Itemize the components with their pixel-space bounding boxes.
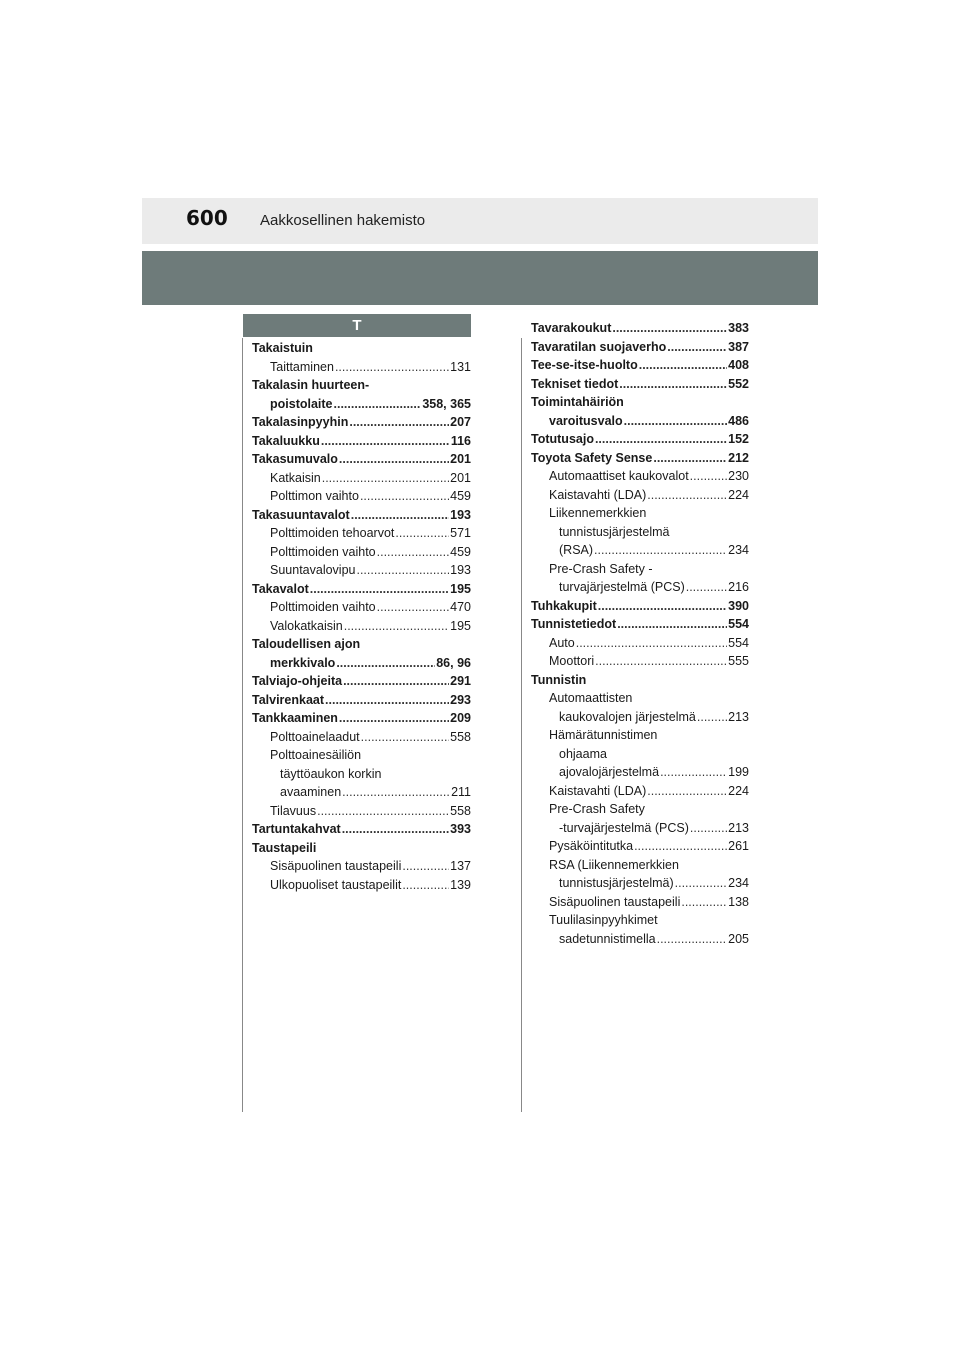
page-reference: 224 xyxy=(728,487,749,502)
index-term: Takaluukku xyxy=(252,433,320,448)
index-term: Ulkopuoliset taustapeilit xyxy=(270,877,402,892)
index-term: Pysäköintitutka xyxy=(549,839,634,853)
index-entry xyxy=(252,709,471,728)
index-entry: Pre-Crash Safety xyxy=(549,802,645,816)
dot-leader xyxy=(339,709,449,728)
dot-leader xyxy=(612,319,727,338)
dot-leader xyxy=(624,412,728,431)
index-term: Sisäpuolinen taustapeili xyxy=(549,894,681,909)
left-column-divider xyxy=(242,338,243,1112)
index-entry xyxy=(252,524,471,543)
page-reference: 234 xyxy=(728,543,749,557)
page-reference: 293 xyxy=(450,692,471,707)
page-reference: 558 xyxy=(450,729,471,744)
dot-leader xyxy=(360,487,449,506)
dot-leader xyxy=(344,617,449,636)
dot-leader xyxy=(322,469,449,488)
dot-leader xyxy=(598,597,727,616)
dot-leader xyxy=(342,783,450,802)
page-reference: 207 xyxy=(450,415,471,429)
index-entry xyxy=(252,820,471,839)
index-entry xyxy=(531,449,749,468)
dot-leader xyxy=(334,395,422,414)
dot-leader xyxy=(690,467,727,486)
page-reference: 230 xyxy=(728,469,749,483)
index-entry: Tuulilasinpyyhkimet xyxy=(549,913,658,927)
index-term: tunnistusjärjestelmä) xyxy=(559,876,674,890)
dot-leader xyxy=(351,506,449,525)
index-entry xyxy=(531,837,749,856)
page-reference: 209 xyxy=(450,711,471,725)
page-reference: 554 xyxy=(728,635,749,650)
page-reference: 459 xyxy=(450,489,471,503)
index-entry xyxy=(252,691,471,710)
index-entry xyxy=(252,506,471,525)
index-term: Polttoainelaadut xyxy=(270,729,360,744)
index-term: varoitusvalo xyxy=(549,413,623,428)
index-entry: Taustapeili xyxy=(252,840,317,855)
index-entry xyxy=(531,615,749,634)
dot-leader xyxy=(686,578,727,597)
index-term: Polttimoiden vaihto xyxy=(270,544,376,559)
page-reference: 211 xyxy=(451,785,471,799)
dot-leader xyxy=(349,413,449,432)
index-term: Auto xyxy=(549,635,575,650)
page-reference: 201 xyxy=(450,470,471,485)
page-reference: 393 xyxy=(450,822,471,836)
index-term: Tee-se-itse-huolto xyxy=(531,358,638,372)
page-reference: 195 xyxy=(450,618,471,633)
page-reference: 195 xyxy=(450,581,471,596)
index-entry xyxy=(531,893,749,912)
index-entry: täyttöaukon korkin xyxy=(280,766,382,781)
page-reference: 224 xyxy=(728,783,749,798)
index-entry xyxy=(252,672,471,691)
dot-leader xyxy=(647,782,727,801)
index-entry xyxy=(531,430,749,449)
index-entry xyxy=(252,395,471,414)
dot-leader xyxy=(402,876,449,895)
page-reference: 213 xyxy=(728,820,749,835)
index-term: Kaistavahti (LDA) xyxy=(549,783,647,798)
index-term: (RSA) xyxy=(559,543,594,557)
page-reference: 193 xyxy=(450,507,471,522)
index-entry xyxy=(252,561,471,580)
index-term: Valokatkaisin xyxy=(270,618,343,633)
index-term: Takasuuntavalot xyxy=(252,507,350,522)
page-reference: 205 xyxy=(728,931,749,946)
index-term: Tankkaaminen xyxy=(252,711,338,725)
page-reference: 216 xyxy=(728,580,749,594)
page-reference: 138 xyxy=(728,894,749,909)
dot-leader xyxy=(619,375,727,394)
index-entry: ohjaama xyxy=(559,746,607,761)
index-entry xyxy=(252,654,471,673)
index-term: Kaistavahti (LDA) xyxy=(549,487,647,502)
index-term: Automaattiset kaukovalot xyxy=(549,469,689,483)
index-term: Talvirenkaat xyxy=(252,692,325,707)
page-number: 600 xyxy=(186,206,228,230)
index-entry xyxy=(252,783,471,802)
page-reference: 558 xyxy=(450,803,471,818)
dot-leader xyxy=(653,449,727,468)
index-entry xyxy=(531,634,749,653)
page-reference: 234 xyxy=(728,876,749,890)
index-term: Takavalot xyxy=(252,581,309,596)
index-entry xyxy=(252,802,471,821)
index-entry: Hämärätunnistimen xyxy=(549,728,658,742)
right-column-divider xyxy=(521,338,522,1112)
page-reference: 139 xyxy=(450,877,471,892)
index-entry xyxy=(252,432,471,451)
index-entry xyxy=(531,782,749,801)
index-term: avaaminen xyxy=(280,785,342,799)
index-term: kaukovalojen järjestelmä xyxy=(559,709,696,724)
index-entry xyxy=(252,876,471,895)
dot-leader xyxy=(325,691,449,710)
page-reference: 387 xyxy=(728,339,749,354)
index-entry xyxy=(252,598,471,617)
dot-leader xyxy=(395,524,449,543)
index-entry xyxy=(252,857,471,876)
dot-leader xyxy=(675,874,728,893)
index-entry: Tunnistin xyxy=(531,672,587,687)
dot-leader xyxy=(361,728,449,747)
page-reference: 137 xyxy=(450,859,471,873)
index-entry xyxy=(252,617,471,636)
index-term: Suuntavalovipu xyxy=(270,563,356,577)
index-entry xyxy=(531,375,749,394)
dot-leader xyxy=(321,432,450,451)
dot-leader xyxy=(690,819,727,838)
index-entry xyxy=(531,819,749,838)
index-column-right xyxy=(531,319,749,948)
index-term: Katkaisin xyxy=(270,470,321,485)
page-reference: 459 xyxy=(450,544,471,559)
section-band xyxy=(142,251,818,305)
index-entry xyxy=(531,597,749,616)
dot-leader xyxy=(377,598,450,617)
index-entry xyxy=(531,578,749,597)
index-term: Tilavuus xyxy=(270,803,317,818)
dot-leader xyxy=(356,561,449,580)
index-term: Tunnistetiedot xyxy=(531,617,617,631)
index-term: Sisäpuolinen taustapeili xyxy=(270,859,402,873)
index-term: Tekniset tiedot xyxy=(531,376,619,391)
dot-leader xyxy=(594,541,727,560)
page-reference: 193 xyxy=(450,563,471,577)
index-term: turvajärjestelmä (PCS) xyxy=(559,580,685,594)
dot-leader xyxy=(697,708,727,727)
header-title: Aakkosellinen hakemisto xyxy=(260,212,426,229)
page-reference: 358, 365 xyxy=(422,396,471,411)
index-term: Moottori xyxy=(549,654,595,668)
page-reference: 261 xyxy=(728,839,749,853)
index-term: ajovalojärjestelmä xyxy=(559,765,660,779)
index-term: Toyota Safety Sense xyxy=(531,450,653,465)
index-term: Tavarakoukut xyxy=(531,321,612,335)
index-entry xyxy=(531,467,749,486)
index-term: Tavaratilan suojaverho xyxy=(531,339,667,354)
index-term: -turvajärjestelmä (PCS) xyxy=(559,820,689,835)
page-reference: 291 xyxy=(450,674,471,688)
index-term: Polttimoiden tehoarvot xyxy=(270,526,395,540)
index-entry xyxy=(252,358,471,377)
index-entry xyxy=(531,652,749,671)
page-header xyxy=(142,198,818,244)
index-entry xyxy=(531,930,749,949)
index-entry: tunnistusjärjestelmä xyxy=(559,524,670,539)
section-letter-tab: T xyxy=(243,314,471,337)
page-reference: 554 xyxy=(728,617,749,631)
dot-leader xyxy=(342,820,449,839)
dot-leader xyxy=(595,430,727,449)
index-entry: Takalasin huurteen- xyxy=(252,378,370,392)
dot-leader xyxy=(317,802,449,821)
dot-leader xyxy=(402,857,449,876)
index-term: merkkivalo xyxy=(270,655,336,670)
index-term: Tartuntakahvat xyxy=(252,822,341,836)
page-reference: 408 xyxy=(728,358,749,372)
dot-leader xyxy=(657,930,728,949)
index-term: Tuhkakupit xyxy=(531,598,597,613)
index-entry xyxy=(531,319,749,338)
index-entry xyxy=(252,469,471,488)
dot-leader xyxy=(639,356,727,375)
dot-leader xyxy=(634,837,727,856)
page-reference: 152 xyxy=(728,432,749,446)
index-entry xyxy=(531,708,749,727)
index-term: Talviajo-ohjeita xyxy=(252,674,343,688)
index-term: poistolaite xyxy=(270,396,333,411)
index-term: Polttimon vaihto xyxy=(270,489,359,503)
index-term: sadetunnistimella xyxy=(559,931,656,946)
index-entry: Pre-Crash Safety - xyxy=(549,561,653,576)
index-term: Takalasinpyyhin xyxy=(252,415,349,429)
index-term: Takasumuvalo xyxy=(252,452,338,466)
index-term: Taittaminen xyxy=(270,359,334,374)
page-reference: 390 xyxy=(728,598,749,613)
page-reference: 86, 96 xyxy=(436,655,471,670)
page-reference: 555 xyxy=(728,654,749,668)
index-entry xyxy=(531,338,749,357)
page-reference: 470 xyxy=(450,600,471,614)
index-entry xyxy=(531,356,749,375)
page-reference: 131 xyxy=(450,359,471,374)
index-entry: Taloudellisen ajon xyxy=(252,637,361,651)
dot-leader xyxy=(336,654,435,673)
index-entry: Toimintahäiriön xyxy=(531,395,624,409)
index-entry: Automaattisten xyxy=(549,691,633,705)
dot-leader xyxy=(377,543,450,562)
dot-leader xyxy=(310,580,449,599)
dot-leader xyxy=(576,634,727,653)
page-reference: 199 xyxy=(728,765,749,779)
index-entry xyxy=(252,413,471,432)
page-reference: 383 xyxy=(728,321,749,335)
index-entry xyxy=(531,874,749,893)
page-reference: 571 xyxy=(450,526,471,540)
index-entry xyxy=(252,543,471,562)
index-entry: Takaistuin xyxy=(252,341,313,355)
page-reference: 212 xyxy=(728,450,749,465)
dot-leader xyxy=(343,672,449,691)
index-entry xyxy=(252,487,471,506)
index-term: Polttimoiden vaihto xyxy=(270,600,376,614)
index-entry xyxy=(252,450,471,469)
page-reference: 552 xyxy=(728,376,749,391)
index-entry xyxy=(252,580,471,599)
dot-leader xyxy=(595,652,727,671)
dot-leader xyxy=(667,338,727,357)
index-entry xyxy=(531,763,749,782)
index-entry xyxy=(252,728,471,747)
page-reference: 486 xyxy=(728,413,749,428)
index-term: Totutusajo xyxy=(531,432,594,446)
index-column-left xyxy=(252,339,471,894)
dot-leader xyxy=(660,763,727,782)
index-entry: Polttoainesäiliön xyxy=(270,748,362,762)
index-entry xyxy=(531,541,749,560)
index-entry: RSA (Liikennemerkkien xyxy=(549,857,679,872)
dot-leader xyxy=(681,893,727,912)
page-reference: 201 xyxy=(450,452,471,466)
page-reference: 213 xyxy=(728,709,749,724)
index-entry xyxy=(531,412,749,431)
index-entry xyxy=(531,486,749,505)
dot-leader xyxy=(335,358,449,377)
dot-leader xyxy=(617,615,727,634)
index-entry: Liikennemerkkien xyxy=(549,506,647,520)
page-reference: 116 xyxy=(450,433,471,448)
dot-leader xyxy=(339,450,449,469)
dot-leader xyxy=(647,486,727,505)
